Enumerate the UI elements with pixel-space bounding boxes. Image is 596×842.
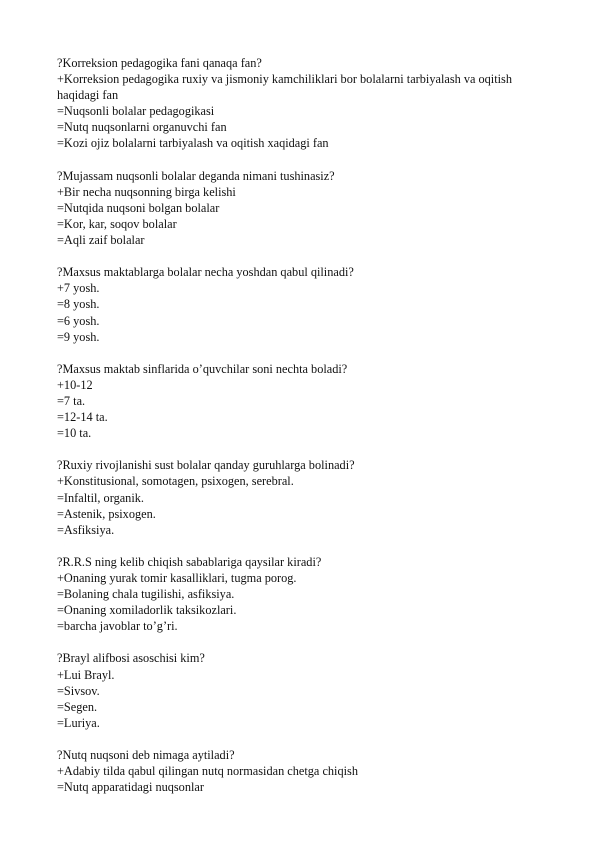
- answer-text: =Asfiksiya.: [57, 522, 115, 537]
- answer-text: =Aqli zaif bolalar: [57, 233, 145, 248]
- question-block: [57, 650, 547, 730]
- answer-text: =8 yosh.: [57, 297, 100, 312]
- answer-text: =Infaltil, organik.: [57, 490, 144, 505]
- answer-text: +Korreksion pedagogika ruxiy va jismoniy kamchiliklari bor bolalarni tarbiyalash va oqitish haqidagi fan: [57, 72, 512, 103]
- answer-text: +10-12: [57, 377, 93, 392]
- question-block: [57, 168, 547, 248]
- answer-text: +Lui Brayl.: [57, 667, 115, 682]
- document-content: [57, 55, 547, 811]
- question-block: [57, 554, 547, 634]
- answer-text: =9 yosh.: [57, 329, 100, 344]
- answer-text: =7 ta.: [57, 393, 86, 408]
- answer-text: =Nutq apparatidagi nuqsonlar: [57, 780, 204, 795]
- answer-text: =Segen.: [57, 699, 98, 714]
- answer-text: =Onaning xomiladorlik taksikozlari.: [57, 603, 237, 618]
- answer-text: +Adabiy tilda qabul qilingan nutq normasidan chetga chiqish: [57, 764, 358, 779]
- answer-text: =Luriya.: [57, 715, 100, 730]
- answer-text: =Sivsov.: [57, 683, 100, 698]
- answer-text: =Kozi ojiz bolalarni tarbiyalash va oqitish xaqidagi fan: [57, 136, 329, 151]
- answer-text: +Onaning yurak tomir kasalliklari, tugma porog.: [57, 571, 297, 585]
- question-block: [57, 361, 547, 441]
- answer-text: =Nutqida nuqsoni bolgan bolalar: [57, 200, 220, 215]
- answer-text: =Nuqsonli bolalar pedagogikasi: [57, 104, 215, 119]
- question-text: ?R.R.S ning kelib chiqish sabablariga qaysilar kiradi?: [57, 554, 322, 569]
- question-text: ?Brayl alifbosi asoschisi kim?: [57, 651, 205, 666]
- question-block: [57, 747, 547, 795]
- answer-text: =6 yosh.: [57, 313, 100, 328]
- question-text: ?Korreksion pedagogika fani qanaqa fan?: [57, 56, 262, 70]
- answer-text: =Kor, kar, soqov bolalar: [57, 216, 177, 231]
- question-block: [57, 457, 547, 537]
- question-text: ?Mujassam nuqsonli bolalar deganda nimani tushinasiz?: [57, 168, 335, 183]
- answer-text: =10 ta.: [57, 426, 92, 441]
- answer-text: =Astenik, psixogen.: [57, 506, 156, 521]
- question-text: ?Nutq nuqsoni deb nimaga aytiladi?: [57, 748, 235, 763]
- answer-text: =Nutq nuqsonlarni organuvchi fan: [57, 120, 227, 135]
- question-text: ?Ruxiy rivojlanishi sust bolalar qanday guruhlarga bolinadi?: [57, 458, 355, 473]
- question-text: ?Maxsus maktablarga bolalar necha yoshdan qabul qilinadi?: [57, 265, 354, 280]
- answer-text: =12-14 ta.: [57, 410, 108, 425]
- question-block: [57, 264, 547, 344]
- answer-text: +7 yosh.: [57, 281, 100, 296]
- question-text: ?Maxsus maktab sinflarida o’quvchilar soni nechta boladi?: [57, 361, 348, 376]
- question-block: [57, 55, 547, 152]
- answer-text: +Konstitusional, somotagen, psixogen, serebral.: [57, 474, 294, 489]
- answer-text: =Bolaning chala tugilishi, asfiksiya.: [57, 587, 235, 602]
- answer-text: =barcha javoblar to’g’ri.: [57, 619, 178, 634]
- answer-text: +Bir necha nuqsonning birga kelishi: [57, 184, 236, 199]
